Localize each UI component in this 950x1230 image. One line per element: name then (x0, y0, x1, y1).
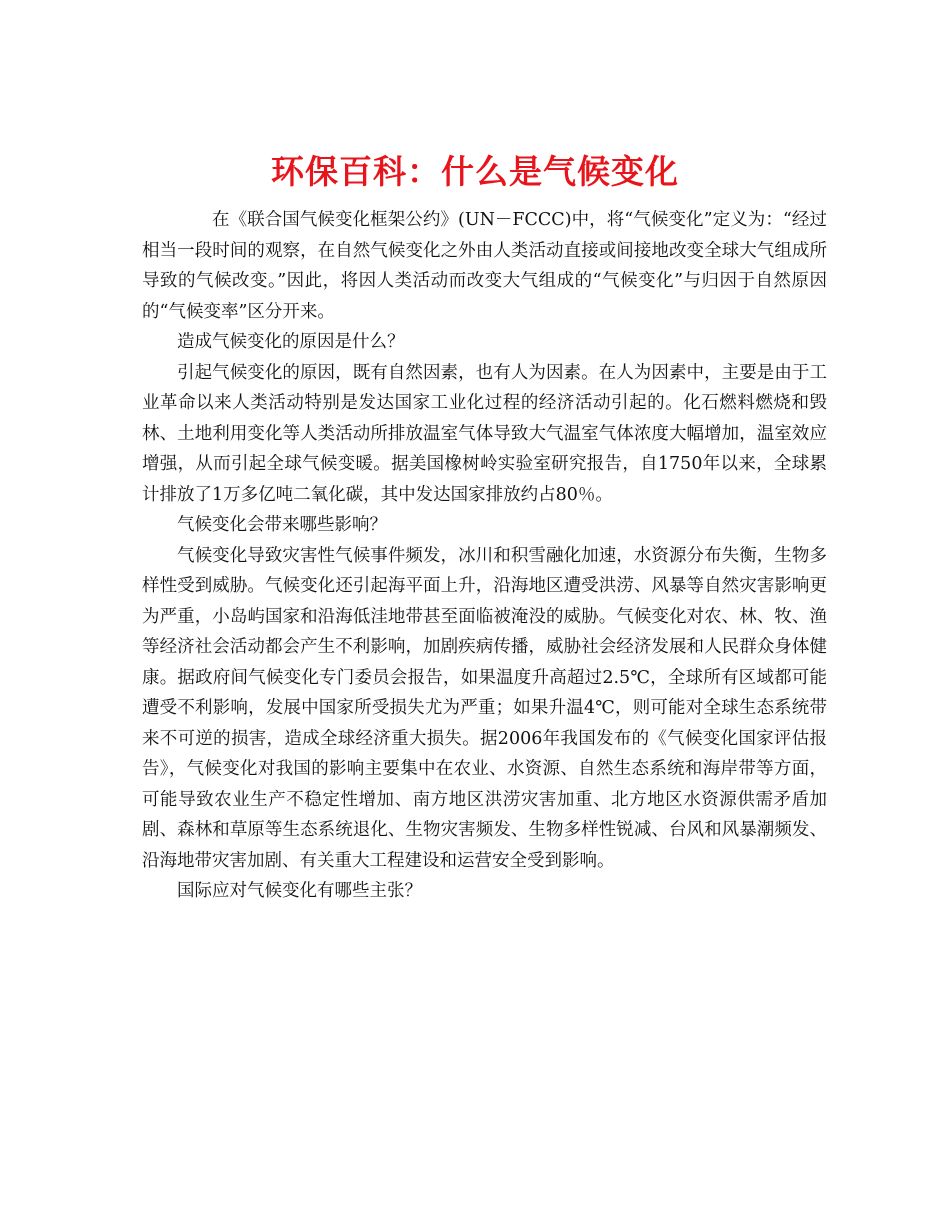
paragraph-definition: 在《联合国气候变化框架公约》(UN－FCCC)中，将“气候变化”定义为：“经过相当一段时间的观察，在自然气候变化之外由人类活动直接或间接地改变全球大气组成所导致的气候改变。”因此，将因人类活动而改变大气组成的“气候变化”与归因于自然原因的“气候变率”区分开来。 (142, 210, 827, 322)
question-impacts: 气候变化会带来哪些影响？ (177, 515, 387, 535)
question-causes: 造成气候变化的原因是什么？ (177, 332, 405, 352)
paragraph-causes: 引起气候变化的原因，既有自然因素，也有人为因素。在人为因素中，主要是由于工业革命以来人类活动特别是发达国家工业化过程的经济活动引起的。化石燃料燃烧和毁林、土地利用变化等人类活动所排放温室气体导致大气温室气体浓度大幅增加，温室效应增强，从而引起全球气候变暖。据美国橡树岭实验室研究报告，自1750年以来，全球累计排放了1万多亿吨二氧化碳，其中发达国家排放约占80％。 (142, 362, 827, 505)
question-international: 国际应对气候变化有哪些主张？ (177, 881, 422, 901)
document-body (142, 205, 827, 907)
paragraph-impacts: 气候变化导致灾害性气候事件频发，冰川和积雪融化加速，水资源分布失衡，生物多样性受到威胁。气候变化还引起海平面上升，沿海地区遭受洪涝、风暴等自然灾害影响更为严重，小岛屿国家和沿海低洼地带甚至面临被淹没的威胁。气候变化对农、林、牧、渔等经济社会活动都会产生不利影响，加剧疾病传播，威胁社会经济发展和人民群众身体健康。据政府间气候变化专门委员会报告，如果温度升高超过2.5℃，全球所有区域都可能遭受不利影响，发展中国家所受损失尤为严重；如果升温4℃，则可能对全球生态系统带来不可逆的损害，造成全球经济重大损失。据2006年我国发布的《气候变化国家评估报告》，气候变化对我国的影响主要集中在农业、水资源、自然生态系统和海岸带等方面，可能导致农业生产不稳定性增加、南方地区洪涝灾害加重、北方地区水资源供需矛盾加剧、森林和草原等生态系统退化、生物灾害频发、生物多样性锐减、台风和风暴潮频发、沿海地带灾害加剧、有关重大工程建设和运营安全受到影响。 (142, 545, 827, 871)
document-title: 环保百科：什么是气候变化 (271, 152, 679, 192)
